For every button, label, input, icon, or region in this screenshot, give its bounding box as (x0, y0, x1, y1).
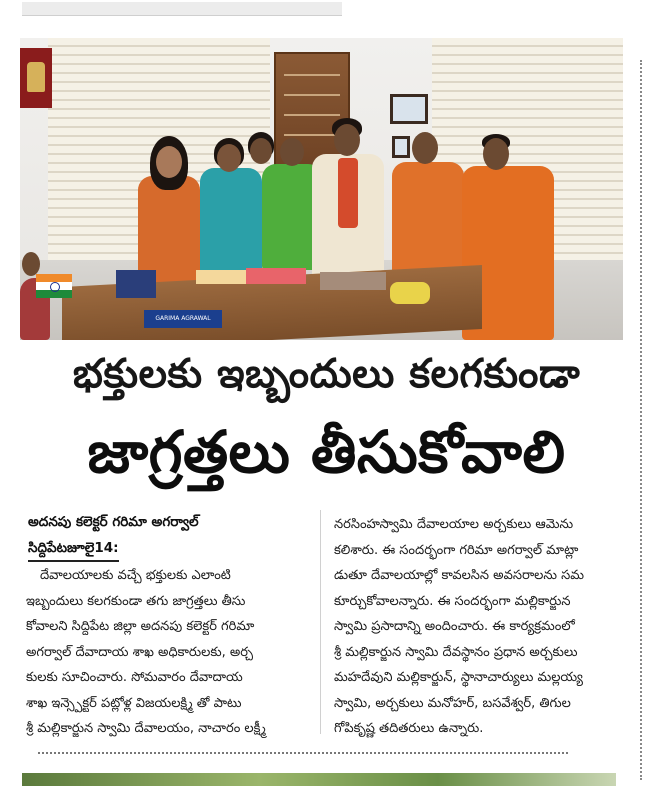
article-line: శ్రీ మల్లికార్జున స్వామి దేవాలయం, నాచారం లక్ష్మీ (26, 721, 266, 736)
column-divider (320, 510, 321, 734)
desk-folder (246, 268, 306, 284)
desk-calendar (116, 270, 156, 298)
small-wall-frame (392, 136, 410, 158)
article-line: అగర్వాల్ దేవాదాయ శాఖ అధికారులకు, అర్చ (26, 644, 253, 660)
article-line: కూర్చుకోవాలన్నారు. ఈ సందర్భంగా మల్లికార్జున (334, 593, 571, 609)
article-line: కలిశారు. ఈ సందర్భంగా గరిమా అగర్వాల్ మాట్లా (334, 542, 579, 558)
article-line: ఇబ్బందులు కలగకుండా తగు జాగ్రత్తలు తీసు (26, 593, 246, 609)
article-line: గోపికృష్ణ తదితరులు ఉన్నారు. (334, 721, 484, 736)
article-line: స్వామి ప్రసాదాన్ని అందించారు. ఈ కార్యక్రమంలో (334, 619, 575, 634)
article-line: దేవాలయాలకు వచ్చే భక్తులకు ఎలాంటి (40, 568, 231, 583)
byline: అదనపు కలెక్టర్ గరిమా అగర్వాల్ (28, 514, 199, 530)
article-line: శాఖ ఇన్స్పెక్టర్ పట్లోళ్ల విజయలక్ష్మి తో పాటు (26, 695, 242, 711)
article-line: మహదేవుని మల్లికార్జున్, స్థానాచార్యులు మల్లయ్య (334, 670, 583, 685)
article-line: నరసింహస్వామి దేవాలయాల అర్చకులు ఆమెను (334, 517, 574, 532)
indian-flag-icon (36, 274, 72, 298)
next-article-photo-edge (22, 773, 616, 786)
article-line: స్వామి, అర్చకులు మనోహర్, బసవేశ్వర్, తిగుల (334, 695, 571, 711)
headline-line-1: భక్తులకు ఇబ్బందులు కలగకుండా (72, 351, 581, 397)
article-column-left (26, 563, 312, 742)
article-end-rule (38, 752, 568, 754)
article-line: కోవాలని సిద్దిపేట జిల్లా అదనపు కలెక్టర్ గరిమా (26, 619, 255, 634)
national-emblem-board (20, 48, 52, 108)
wall-photo-frame (390, 94, 428, 124)
nameplate: GARIMA AGRAWAL (144, 310, 222, 328)
article-column-right (334, 512, 626, 742)
article-line: డుతూ దేవాలయాల్లో కావలసిన అవసరాలను సమ (334, 568, 584, 583)
article-line: శ్రీ మల్లికార్జున స్వామి దేవస్థానం ప్రధాన అర్చకులు (334, 644, 578, 660)
gift-box (320, 272, 386, 290)
previous-article-edge (22, 2, 342, 16)
prasadam-bag (390, 282, 430, 304)
news-photo (20, 38, 623, 340)
dateline: సిద్దిపేటజూలై14: (28, 540, 119, 562)
headline-line-2: జాగ్రత్తలు తీసుకోవాలి (87, 418, 566, 486)
article-line: కులకు సూచించారు. సోమవారం దేవాదాయ (26, 670, 243, 685)
